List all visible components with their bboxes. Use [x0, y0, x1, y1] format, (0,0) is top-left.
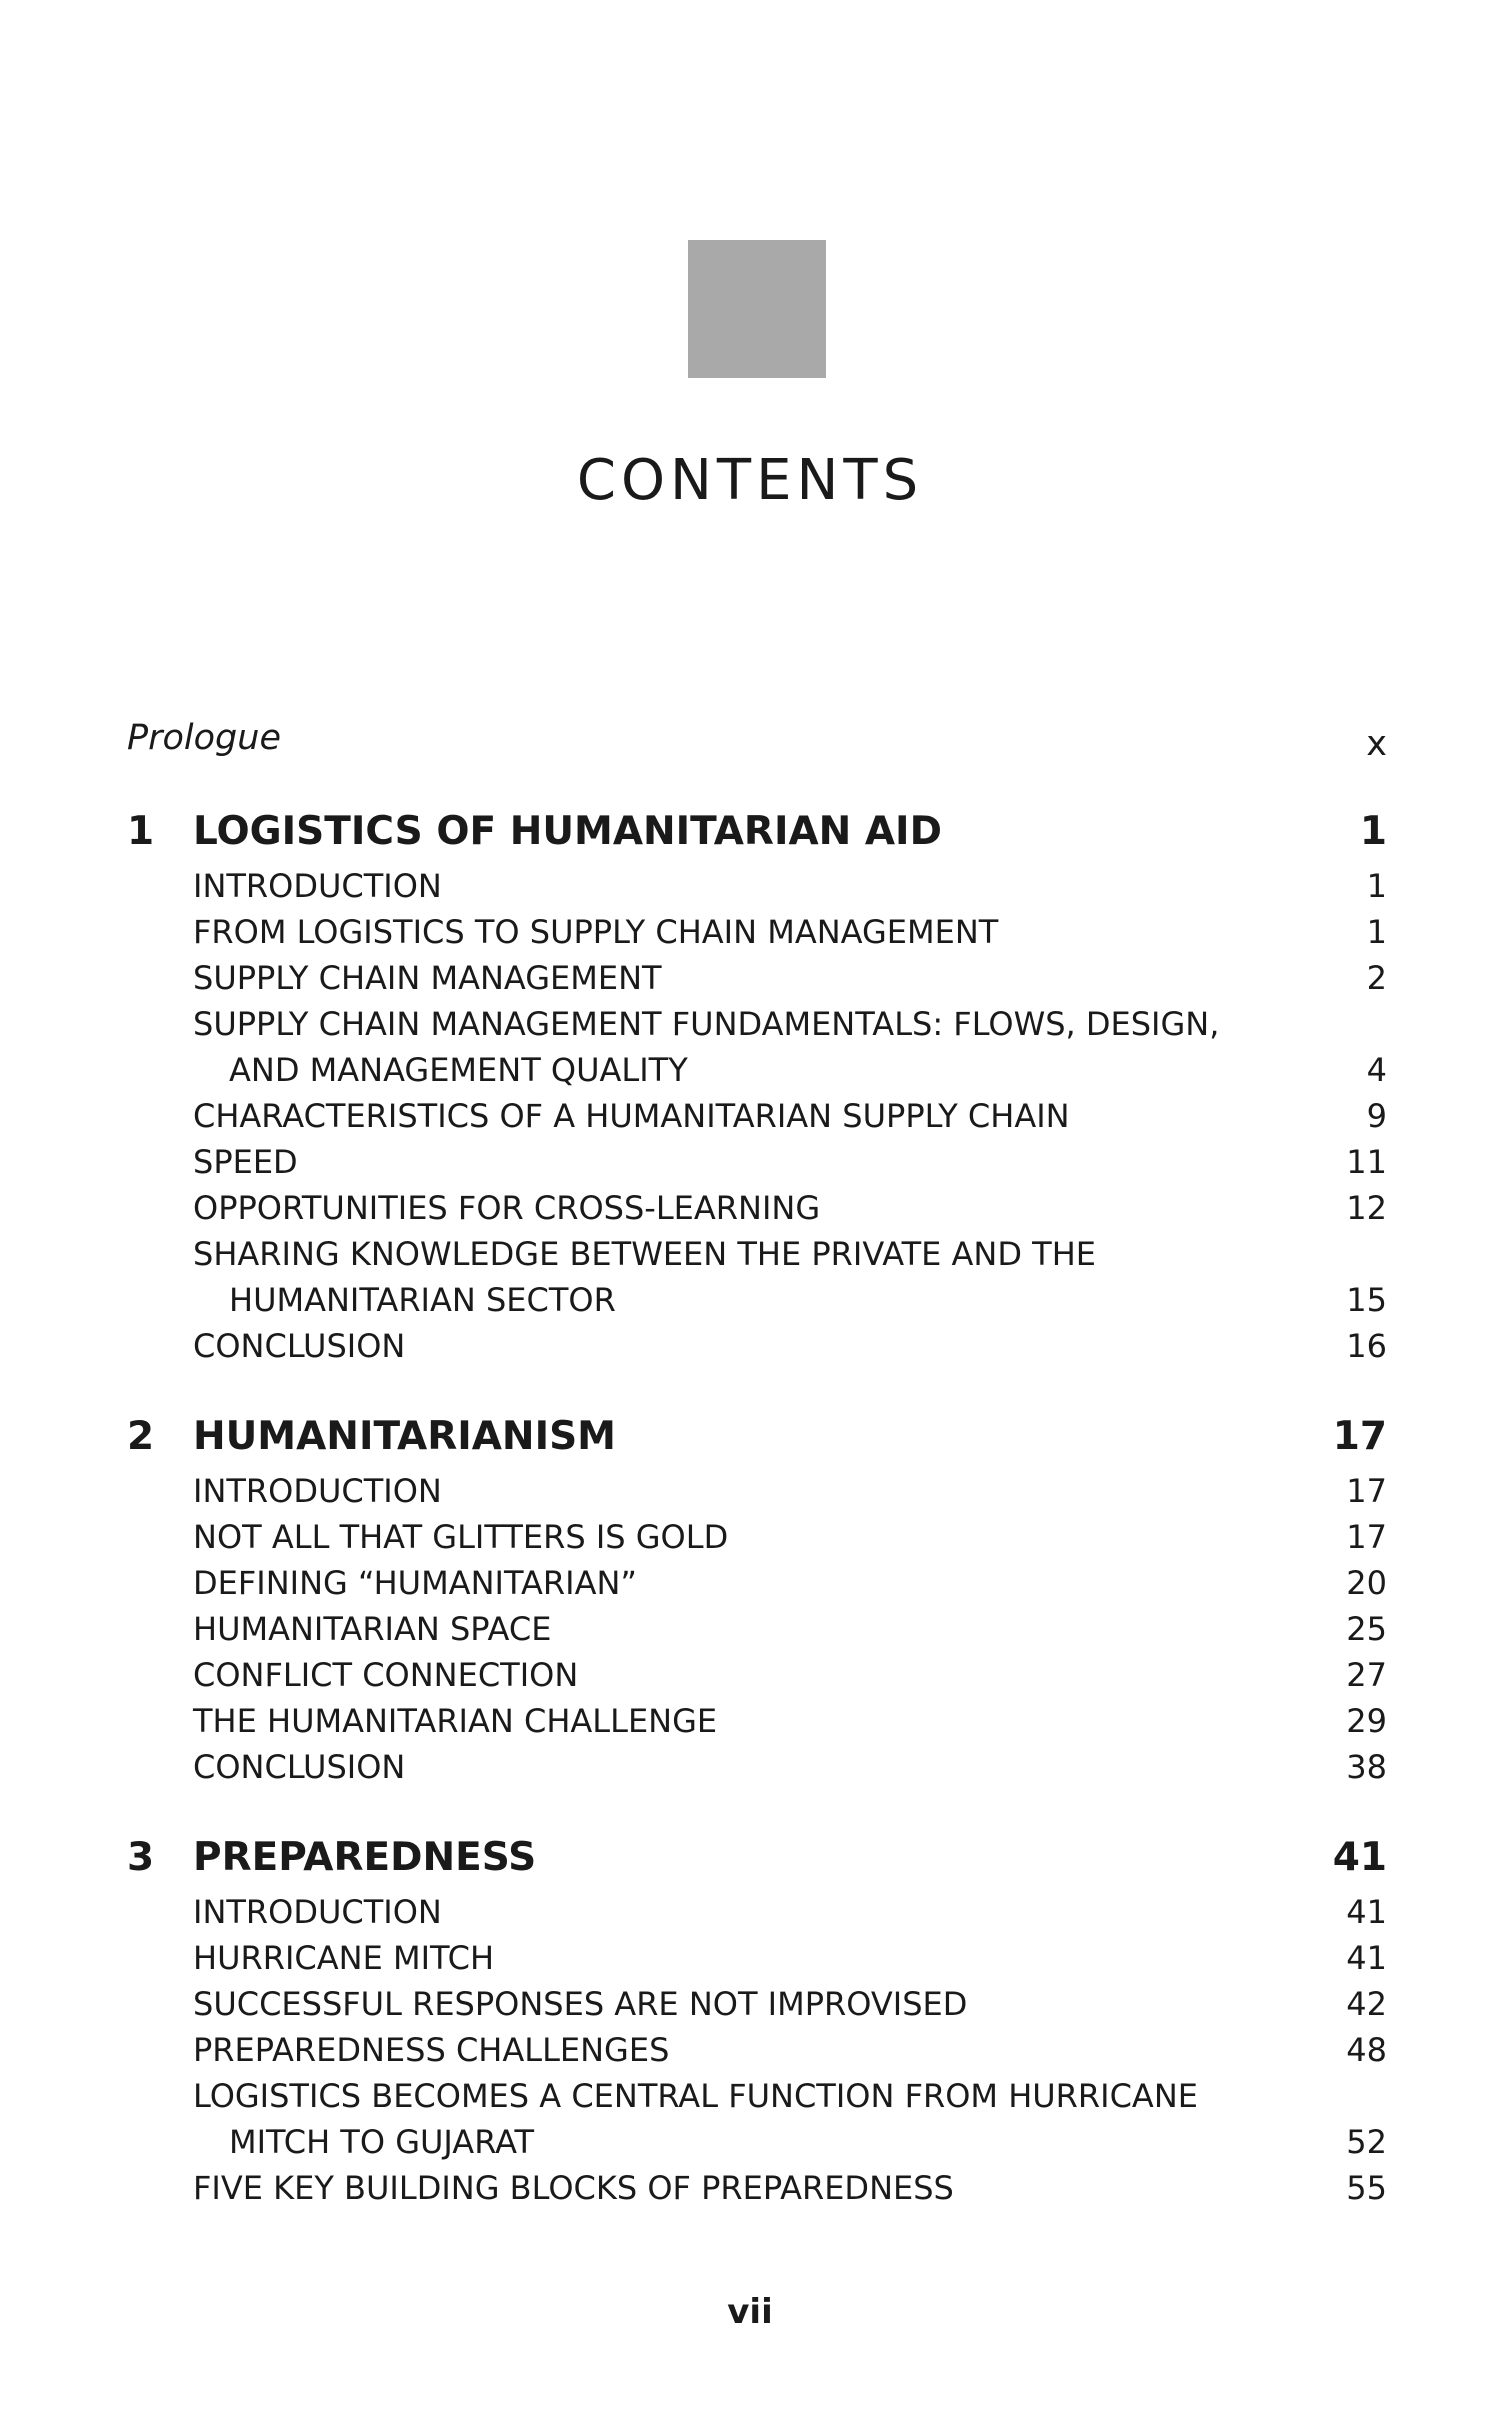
toc-entry — [127, 1981, 1387, 2027]
toc-entry-title: CONCLUSION — [193, 1748, 406, 1786]
toc-entry-title: CONCLUSION — [193, 1327, 406, 1365]
toc-entry-page: 16 — [1346, 1327, 1387, 1365]
toc-entry — [127, 909, 1387, 955]
toc-entry-page: 1 — [1366, 867, 1387, 905]
toc-entry — [127, 1001, 1387, 1093]
toc-entry — [127, 1652, 1387, 1698]
toc-entry-title: SUPPLY CHAIN MANAGEMENT — [193, 959, 662, 997]
toc-entry — [127, 1323, 1387, 1369]
toc-entry-page: 4 — [1366, 1051, 1387, 1089]
toc-entry-page: 17 — [1346, 1472, 1387, 1510]
toc-entry — [127, 955, 1387, 1001]
toc-entry — [127, 2165, 1387, 2211]
toc-entry — [127, 2073, 1387, 2165]
toc-chapter-heading — [127, 1414, 1387, 1468]
page-title: CONTENTS — [576, 448, 924, 513]
toc-entry-page: 9 — [1366, 1097, 1387, 1135]
toc-entry-title: NOT ALL THAT GLITTERS IS GOLD — [193, 1518, 729, 1556]
toc-entry — [127, 1698, 1387, 1744]
toc-entry — [127, 1889, 1387, 1935]
toc-chapter — [127, 809, 1387, 1369]
toc-entry — [127, 1935, 1387, 1981]
toc-entry-title: SHARING KNOWLEDGE BETWEEN THE PRIVATE AND THE — [193, 1235, 1096, 1273]
toc-chapter-page: 17 — [1332, 1414, 1387, 1459]
toc-entry — [127, 1185, 1387, 1231]
toc-chapter — [127, 1414, 1387, 1790]
toc-entry-title: OPPORTUNITIES FOR CROSS-LEARNING — [193, 1189, 821, 1227]
toc-entry-title: SUPPLY CHAIN MANAGEMENT FUNDAMENTALS: FLOWS, DESIGN, — [193, 1005, 1220, 1043]
toc-entry-title-continued: HUMANITARIAN SECTOR — [229, 1281, 616, 1319]
toc-entry-title: INTRODUCTION — [193, 1472, 442, 1510]
toc-entry-page: 48 — [1346, 2031, 1387, 2069]
toc-chapters — [127, 809, 1387, 2211]
toc-entry-page: 27 — [1346, 1656, 1387, 1694]
toc-chapter-title: PREPAREDNESS — [193, 1835, 537, 1880]
toc-entry-page: 17 — [1346, 1518, 1387, 1556]
toc-chapter-page: 1 — [1359, 809, 1387, 854]
page-folio: vii — [727, 2292, 773, 2332]
toc-entry-page: 55 — [1346, 2169, 1387, 2207]
toc-entry — [127, 1606, 1387, 1652]
toc-prologue — [127, 718, 1387, 764]
toc-entry-title: CONFLICT CONNECTION — [193, 1656, 579, 1694]
toc-entry-title: INTRODUCTION — [193, 1893, 442, 1931]
toc-entry-page: 42 — [1346, 1985, 1387, 2023]
toc-prologue-label: Prologue — [127, 718, 281, 758]
toc-entry — [127, 1139, 1387, 1185]
toc-chapter-title: HUMANITARIANISM — [193, 1414, 616, 1459]
toc-entry-page: 41 — [1346, 1939, 1387, 1977]
toc-entry — [127, 1744, 1387, 1790]
toc-entry-page: 52 — [1346, 2123, 1387, 2161]
toc-entry-title-continued: MITCH TO GUJARAT — [229, 2123, 535, 2161]
toc-entry — [127, 1560, 1387, 1606]
toc-chapter-heading — [127, 1835, 1387, 1889]
toc-entry-page: 29 — [1346, 1702, 1387, 1740]
toc-entry-title: LOGISTICS BECOMES A CENTRAL FUNCTION FROM HURRICANE — [193, 2077, 1198, 2115]
toc-entry-title: SUCCESSFUL RESPONSES ARE NOT IMPROVISED — [193, 1985, 968, 2023]
toc-entry-title: PREPAREDNESS CHALLENGES — [193, 2031, 670, 2069]
toc-entry-title: DEFINING “HUMANITARIAN” — [193, 1564, 637, 1602]
toc-chapter-heading — [127, 809, 1387, 863]
toc-entry-title: FIVE KEY BUILDING BLOCKS OF PREPAREDNESS — [193, 2169, 954, 2207]
toc-chapter-number: 2 — [127, 1414, 155, 1459]
toc-entry-page: 2 — [1366, 959, 1387, 997]
toc-entry — [127, 1468, 1387, 1514]
toc-chapter-number: 1 — [127, 809, 155, 854]
toc-chapter-title: LOGISTICS OF HUMANITARIAN AID — [193, 809, 942, 854]
toc-entry — [127, 863, 1387, 909]
toc-chapter-number: 3 — [127, 1835, 155, 1880]
toc-chapter — [127, 1835, 1387, 2211]
toc-entry — [127, 2027, 1387, 2073]
toc-entry-page: 1 — [1366, 913, 1387, 951]
toc-entry-page: 25 — [1346, 1610, 1387, 1648]
toc-entry-page: 11 — [1346, 1143, 1387, 1181]
toc-entry-title: INTRODUCTION — [193, 867, 442, 905]
toc-entry-page: 41 — [1346, 1893, 1387, 1931]
toc-entry-title: SPEED — [193, 1143, 298, 1181]
toc-prologue-page: x — [1366, 724, 1387, 764]
toc-entry — [127, 1231, 1387, 1323]
decorative-gray-block — [688, 240, 826, 378]
toc-entry-title: HUMANITARIAN SPACE — [193, 1610, 552, 1648]
toc-entry-title-continued: AND MANAGEMENT QUALITY — [229, 1051, 688, 1089]
toc-entry-title: FROM LOGISTICS TO SUPPLY CHAIN MANAGEMENT — [193, 913, 999, 951]
toc-entry-page: 38 — [1346, 1748, 1387, 1786]
toc-entry-page: 15 — [1346, 1281, 1387, 1319]
toc-entry — [127, 1514, 1387, 1560]
table-of-contents — [127, 718, 1387, 2211]
toc-entry-page: 20 — [1346, 1564, 1387, 1602]
toc-entry-title: CHARACTERISTICS OF A HUMANITARIAN SUPPLY CHAIN — [193, 1097, 1070, 1135]
toc-entry-page: 12 — [1346, 1189, 1387, 1227]
toc-entry-title: HURRICANE MITCH — [193, 1939, 495, 1977]
toc-entry — [127, 1093, 1387, 1139]
toc-chapter-page: 41 — [1332, 1835, 1387, 1880]
toc-entry-title: THE HUMANITARIAN CHALLENGE — [193, 1702, 718, 1740]
